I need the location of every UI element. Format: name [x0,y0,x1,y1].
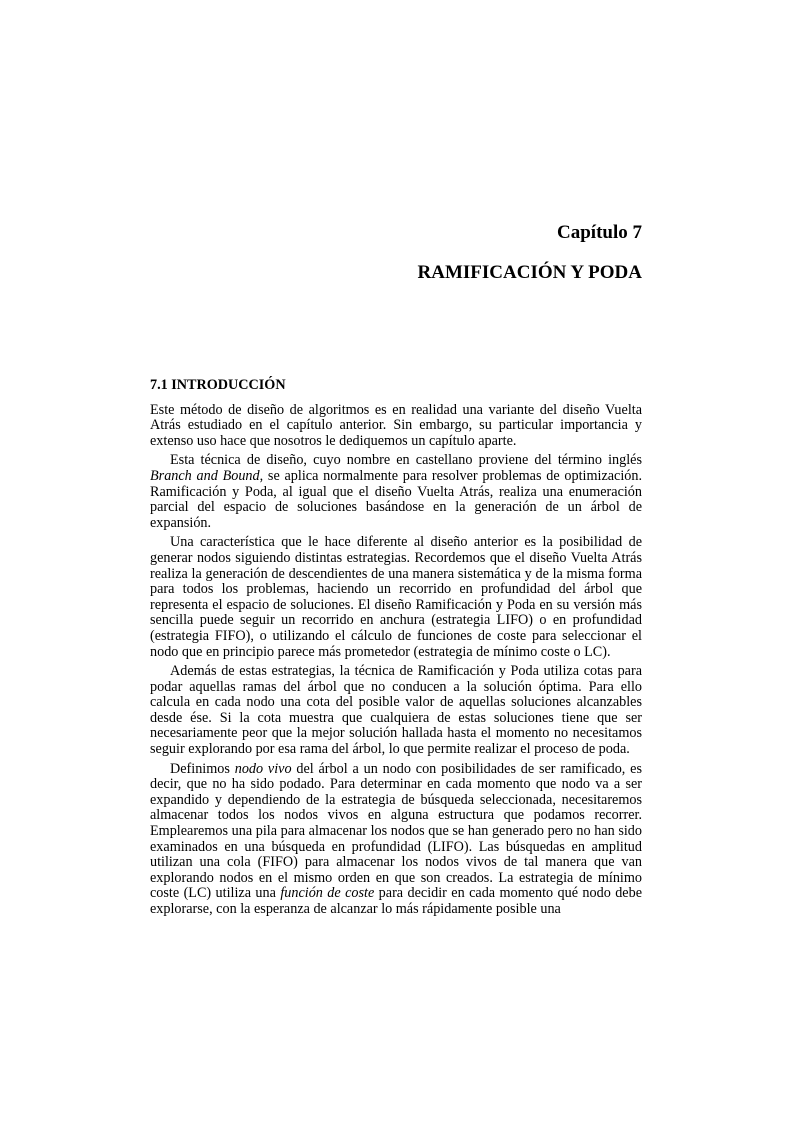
term-branch-and-bound: Branch and Bound [150,467,260,484]
paragraph-4: Además de estas estrategias, la técnica de Ramificación y Poda utiliza cotas para podar aquellas ramas del árbol que no conducen a la solución óptima. Para ello calcula en cada nodo una cota del posible valor de aquellas soluciones alcanzables desde ése. Si la cota muestra que cualquiera de estas soluciones tiene que ser necesariamente peor que la mejor solución hallada hasta el momento no necesitamos seguir explorando por esa rama del árbol, lo que permite realizar el proceso de poda. [150,663,642,758]
paragraph-5 [150,762,642,918]
paragraph-3: Una característica que le hace diferente al diseño anterior es la posibilidad de generar nodos siguiendo distintas estrategias. Recordemos que el diseño Vuelta Atrás realiza la generación de descendientes de una manera sistemática y de la misma forma para todos los problemas, haciendo un recorrido en profundidad del árbol que representa el espacio de soluciones. El diseño Ramificación y Poda en su versión más sencilla puede seguir un recorrido en anchura (estrategia LIFO) o en profundidad (estrategia FIFO), o utilizando el cálculo de funciones de coste para seleccionar el nodo que en principio parece más prometedor (estrategia de mínimo coste o LC). [150,534,642,660]
paragraph-1: Este método de diseño de algoritmos es en realidad una variante del diseño Vuelta Atrás estudiado en el capítulo anterior. Sin embargo, su particular importancia y extenso uso hace que nosotros le dediquemos un capítulo aparte. [150,401,642,449]
paragraph-5-text-a: Definimos [170,760,235,777]
paragraph-2-text-b: , se aplica normalmente para resolver problemas de optimización. Ramificación y Poda, al igual que el diseño Vuelta Atrás, realiza una enumeración parcial del espacio de soluciones basándose en la generación de un árbol de expansión. [150,467,643,531]
main-content [150,378,642,922]
chapter-title: RAMIFICACIÓN Y PODA [417,262,642,283]
paragraph-2-text-a: Esta técnica de diseño, cuyo nombre en castellano proviene del término inglés [170,452,642,469]
chapter-number: Capítulo 7 [557,222,642,243]
section-heading: 7.1 INTRODUCCIÓN [150,377,286,393]
term-nodo-vivo: nodo vivo [234,760,292,777]
paragraph-5-text-b: del árbol a un nodo con posibilidades de ser ramificado, es decir, que no ha sido podado. Para determinar en cada momento que nodo va a ser expandido y dependiendo de la estrategia de búsqueda seleccionada, necesitaremos almacenar todos los nodos vivos en alguna estructura que podamos recorrer. Emplearemos una pila para almacenar los nodos que se han generado pero no han sido examinados en una búsqueda en profundidad (LIFO). Las búsquedas en amplitud utilizan una cola (FIFO) para almacenar los nodos vivos de tal manera que van explorando nodos en el mismo orden en que son creados. La estrategia de mínimo coste (LC) utiliza una [150,760,642,902]
paragraph-5-text-c: para decidir en cada momento qué nodo debe explorarse, con la esperanza de alcanzar lo más rápidamente posible una [150,885,642,917]
paragraph-2 [150,453,642,531]
term-funcion-de-coste: función de coste [280,885,375,902]
